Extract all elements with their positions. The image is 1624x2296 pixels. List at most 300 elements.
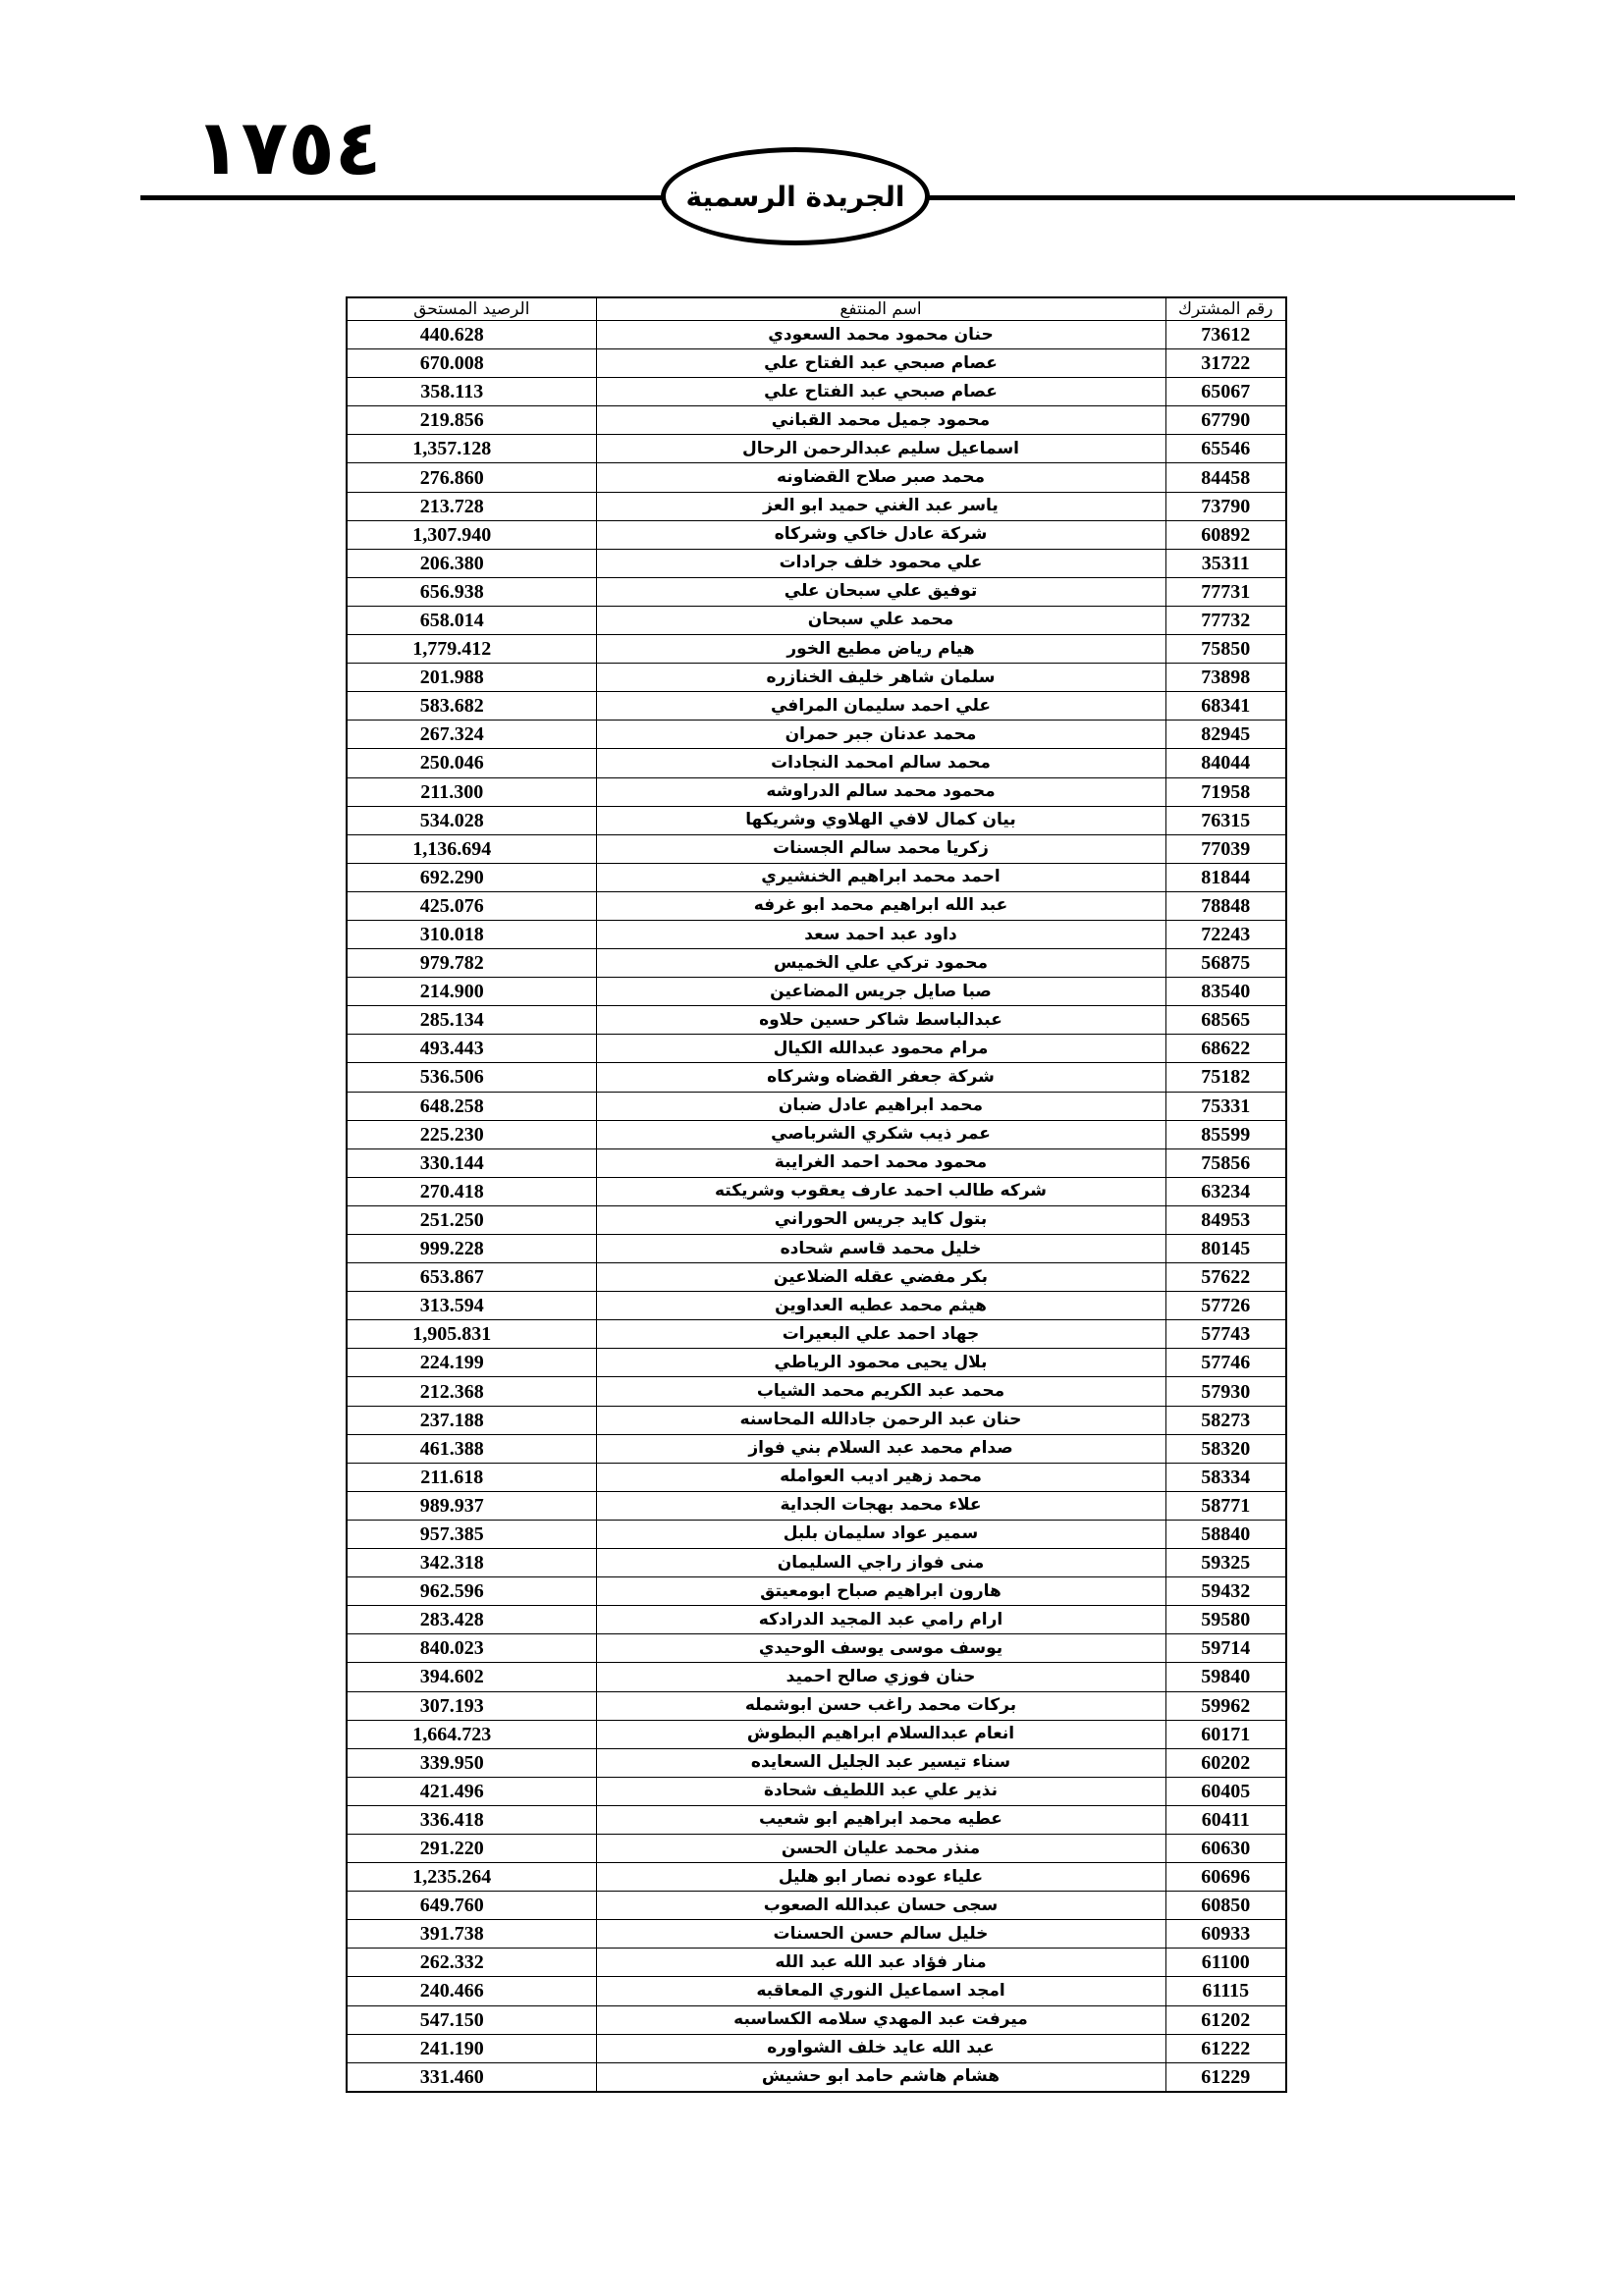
balance-value: 285.134	[419, 1009, 484, 1032]
subscriber-id-cell: 58334	[1165, 1463, 1286, 1491]
table-row	[347, 863, 1286, 891]
beneficiary-name-cell: امجد اسماعيل النوري المعاقبه	[596, 1977, 1165, 2005]
column-header-balance: الرصيد المستحق	[347, 297, 596, 321]
balance-value: 962.596	[419, 1580, 484, 1603]
table-row	[347, 834, 1286, 863]
balance-value: 1,235.264	[412, 1866, 492, 1889]
balance-value: 251.250	[419, 1208, 484, 1231]
table-row	[347, 1720, 1286, 1748]
subscriber-id-cell: 58840	[1165, 1520, 1286, 1548]
balance-cell	[347, 1263, 596, 1292]
table-row	[347, 1606, 1286, 1634]
balance-value: 421.496	[419, 1780, 484, 1802]
subscriber-id-cell: 61202	[1165, 2005, 1286, 2034]
balance-cell	[347, 635, 596, 664]
balance-value: 1,136.694	[412, 837, 492, 860]
balance-cell	[347, 1205, 596, 1234]
table-row	[347, 2005, 1286, 2034]
table-row	[347, 1035, 1286, 1063]
balance-value: 394.602	[419, 1666, 484, 1688]
beneficiary-name-cell: منذر محمد عليان الحسن	[596, 1834, 1165, 1862]
beneficiary-name-cell: علي محمود خلف جرادات	[596, 549, 1165, 577]
beneficiaries-table-container	[346, 296, 1285, 2093]
balance-value: 342.318	[419, 1552, 484, 1575]
subscriber-id-cell: 71958	[1165, 777, 1286, 806]
balance-value: 649.760	[419, 1895, 484, 1917]
subscriber-id-cell: 72243	[1165, 920, 1286, 948]
subscriber-id-cell: 60171	[1165, 1720, 1286, 1748]
subscriber-id-cell: 57746	[1165, 1349, 1286, 1377]
page-number: ١٧٥٤	[194, 104, 382, 192]
table-row	[347, 1634, 1286, 1663]
beneficiary-name-cell: ارام رامي عبد المجيد الدرادكه	[596, 1606, 1165, 1634]
table-row	[347, 749, 1286, 777]
balance-value: 656.938	[419, 580, 484, 603]
balance-cell	[347, 577, 596, 606]
balance-cell	[347, 406, 596, 435]
beneficiary-name-cell: بكر مفضي عقله الضلاعين	[596, 1263, 1165, 1292]
balance-value: 211.618	[420, 1466, 484, 1488]
subscriber-id-cell: 60892	[1165, 520, 1286, 549]
beneficiary-name-cell: اسماعيل سليم عبدالرحمن الرحال	[596, 435, 1165, 463]
balance-cell	[347, 1805, 596, 1834]
column-header-name: اسم المنتفع	[596, 297, 1165, 321]
subscriber-id-cell: 59840	[1165, 1663, 1286, 1691]
beneficiary-name-cell: يوسف موسى يوسف الوحيدي	[596, 1634, 1165, 1663]
balance-cell	[347, 1720, 596, 1748]
balance-value: 331.460	[419, 2065, 484, 2088]
table-row	[347, 577, 1286, 606]
subscriber-id-cell: 58320	[1165, 1434, 1286, 1463]
beneficiary-name-cell: محمد علي سبحان	[596, 606, 1165, 634]
balance-cell	[347, 949, 596, 978]
balance-cell	[347, 435, 596, 463]
balance-value: 1,905.831	[412, 1323, 492, 1346]
beneficiary-name-cell: بلال يحيى محمود الرياطي	[596, 1349, 1165, 1377]
subscriber-id-cell: 68341	[1165, 692, 1286, 721]
table-row	[347, 1520, 1286, 1548]
balance-value: 211.300	[420, 780, 484, 803]
table-row	[347, 406, 1286, 435]
balance-cell	[347, 1834, 596, 1862]
balance-cell	[347, 606, 596, 634]
subscriber-id-cell: 75850	[1165, 635, 1286, 664]
balance-value: 840.023	[419, 1637, 484, 1660]
balance-cell	[347, 834, 596, 863]
table-row	[347, 1263, 1286, 1292]
subscriber-id-cell: 65546	[1165, 435, 1286, 463]
table-row	[347, 492, 1286, 520]
table-row	[347, 435, 1286, 463]
beneficiary-name-cell: نذير علي عبد اللطيف شحادة	[596, 1777, 1165, 1805]
balance-cell	[347, 1920, 596, 1949]
beneficiary-name-cell: محمود جميل محمد القباني	[596, 406, 1165, 435]
table-row	[347, 1235, 1286, 1263]
balance-cell	[347, 1491, 596, 1520]
subscriber-id-cell: 63234	[1165, 1177, 1286, 1205]
table-row	[347, 2034, 1286, 2062]
balance-value: 250.046	[419, 752, 484, 774]
balance-value: 547.150	[419, 2008, 484, 2031]
balance-value: 670.008	[419, 352, 484, 375]
table-row	[347, 1434, 1286, 1463]
balance-value: 692.290	[419, 866, 484, 888]
balance-value: 358.113	[420, 381, 484, 403]
balance-value: 330.144	[419, 1151, 484, 1174]
balance-value: 270.418	[419, 1180, 484, 1202]
subscriber-id-cell: 31722	[1165, 349, 1286, 378]
balance-cell	[347, 1434, 596, 1463]
balance-cell	[347, 1406, 596, 1434]
beneficiary-name-cell: محمد عبد الكريم محمد الشياب	[596, 1377, 1165, 1406]
subscriber-id-cell: 61222	[1165, 2034, 1286, 2062]
beneficiary-name-cell: بتول كايد جريس الحوراني	[596, 1205, 1165, 1234]
beneficiary-name-cell: حنان عبد الرحمن جادالله المحاسنه	[596, 1406, 1165, 1434]
balance-cell	[347, 664, 596, 692]
table-row	[347, 978, 1286, 1006]
balance-cell	[347, 1235, 596, 1263]
balance-value: 241.190	[419, 2037, 484, 2059]
table-row	[347, 378, 1286, 406]
beneficiary-name-cell: عبد الله عايد خلف الشواوره	[596, 2034, 1165, 2062]
beneficiary-name-cell: محمود محمد احمد الغرايبة	[596, 1148, 1165, 1177]
balance-value: 999.228	[419, 1238, 484, 1260]
subscriber-id-cell: 75331	[1165, 1092, 1286, 1120]
table-row	[347, 721, 1286, 749]
balance-cell	[347, 378, 596, 406]
balance-cell	[347, 1748, 596, 1777]
balance-value: 440.628	[419, 324, 484, 347]
balance-cell	[347, 1292, 596, 1320]
balance-cell	[347, 2005, 596, 2034]
table-row	[347, 1549, 1286, 1577]
table-row	[347, 777, 1286, 806]
balance-cell	[347, 863, 596, 891]
beneficiary-name-cell: انعام عبدالسلام ابراهيم البطوش	[596, 1720, 1165, 1748]
balance-value: 583.682	[419, 695, 484, 718]
balance-cell	[347, 1977, 596, 2005]
balance-value: 276.860	[419, 466, 484, 489]
table-row	[347, 1949, 1286, 1977]
balance-cell	[347, 1035, 596, 1063]
balance-value: 648.258	[419, 1095, 484, 1117]
beneficiary-name-cell: محمد سالم امحمد النجادات	[596, 749, 1165, 777]
subscriber-id-cell: 57930	[1165, 1377, 1286, 1406]
table-row	[347, 1320, 1286, 1349]
table-row	[347, 1834, 1286, 1862]
subscriber-id-cell: 59714	[1165, 1634, 1286, 1663]
subscriber-id-cell: 81844	[1165, 863, 1286, 891]
balance-cell	[347, 1863, 596, 1892]
balance-cell	[347, 1120, 596, 1148]
balance-cell	[347, 1177, 596, 1205]
beneficiary-name-cell: محمد صبر صلاح القضاونه	[596, 463, 1165, 492]
beneficiary-name-cell: عصام صبحي عبد الفتاح علي	[596, 378, 1165, 406]
balance-value: 425.076	[419, 894, 484, 917]
table-row	[347, 806, 1286, 834]
table-row	[347, 1863, 1286, 1892]
balance-cell	[347, 520, 596, 549]
balance-value: 979.782	[419, 952, 484, 975]
table-row	[347, 664, 1286, 692]
balance-value: 214.900	[419, 981, 484, 1003]
balance-value: 201.988	[419, 667, 484, 689]
beneficiary-name-cell: جهاد احمد علي البعيرات	[596, 1320, 1165, 1349]
subscriber-id-cell: 84953	[1165, 1205, 1286, 1234]
table-row	[347, 1292, 1286, 1320]
column-header-subscriber-id: رقم المشترك	[1165, 297, 1286, 321]
subscriber-id-cell: 60630	[1165, 1834, 1286, 1862]
balance-cell	[347, 1377, 596, 1406]
table-row	[347, 891, 1286, 920]
subscriber-id-cell: 75182	[1165, 1063, 1286, 1092]
subscriber-id-cell: 57743	[1165, 1320, 1286, 1349]
subscriber-id-cell: 59580	[1165, 1606, 1286, 1634]
beneficiary-name-cell: عبدالباسط شاكر حسين حلاوه	[596, 1006, 1165, 1035]
balance-value: 461.388	[419, 1437, 484, 1460]
balance-cell	[347, 1949, 596, 1977]
beneficiary-name-cell: هشام هاشم حامد ابو حشيش	[596, 2062, 1165, 2092]
balance-value: 1,357.128	[412, 438, 492, 460]
beneficiary-name-cell: خليل سالم حسن الحسنات	[596, 1920, 1165, 1949]
subscriber-id-cell: 73898	[1165, 664, 1286, 692]
table-row	[347, 1491, 1286, 1520]
table-row	[347, 635, 1286, 664]
balance-value: 267.324	[419, 723, 484, 746]
beneficiary-name-cell: محمد ابراهيم عادل ضبان	[596, 1092, 1165, 1120]
beneficiary-name-cell: شركة جعفر القضاه وشركاه	[596, 1063, 1165, 1092]
beneficiary-name-cell: عصام صبحي عبد الفتاح علي	[596, 349, 1165, 378]
subscriber-id-cell: 60933	[1165, 1920, 1286, 1949]
balance-value: 307.193	[419, 1694, 484, 1717]
subscriber-id-cell: 83540	[1165, 978, 1286, 1006]
balance-value: 313.594	[419, 1295, 484, 1317]
beneficiaries-table	[346, 296, 1287, 2093]
beneficiary-name-cell: مرام محمود عبدالله الكيال	[596, 1035, 1165, 1063]
table-row	[347, 949, 1286, 978]
subscriber-id-cell: 76315	[1165, 806, 1286, 834]
balance-cell	[347, 1092, 596, 1120]
beneficiary-name-cell: شركة عادل خاكي وشركاه	[596, 520, 1165, 549]
table-row	[347, 1349, 1286, 1377]
balance-value: 534.028	[419, 809, 484, 831]
balance-value: 237.188	[419, 1409, 484, 1431]
balance-value: 989.937	[419, 1494, 484, 1517]
subscriber-id-cell: 60411	[1165, 1805, 1286, 1834]
subscriber-id-cell: 61229	[1165, 2062, 1286, 2092]
table-row	[347, 920, 1286, 948]
gazette-title: الجريدة الرسمية	[685, 180, 905, 213]
balance-cell	[347, 349, 596, 378]
beneficiary-name-cell: صبا صايل جريس المضاعين	[596, 978, 1165, 1006]
balance-cell	[347, 1634, 596, 1663]
beneficiary-name-cell: محمود محمد سالم الدراوشه	[596, 777, 1165, 806]
table-row	[347, 321, 1286, 349]
balance-cell	[347, 721, 596, 749]
balance-cell	[347, 1349, 596, 1377]
beneficiary-name-cell: عبد الله ابراهيم محمد ابو غرفه	[596, 891, 1165, 920]
table-row	[347, 1777, 1286, 1805]
subscriber-id-cell: 77039	[1165, 834, 1286, 863]
balance-cell	[347, 2062, 596, 2092]
subscriber-id-cell: 80145	[1165, 1235, 1286, 1263]
balance-cell	[347, 1320, 596, 1349]
balance-value: 1,307.940	[412, 523, 492, 546]
beneficiary-name-cell: علاء محمد بهجات الجداية	[596, 1491, 1165, 1520]
subscriber-id-cell: 60850	[1165, 1892, 1286, 1920]
subscriber-id-cell: 73790	[1165, 492, 1286, 520]
table-row	[347, 1406, 1286, 1434]
balance-cell	[347, 1549, 596, 1577]
table-row	[347, 520, 1286, 549]
subscriber-id-cell: 60696	[1165, 1863, 1286, 1892]
subscriber-id-cell: 75856	[1165, 1148, 1286, 1177]
balance-cell	[347, 1606, 596, 1634]
subscriber-id-cell: 67790	[1165, 406, 1286, 435]
table-row	[347, 1805, 1286, 1834]
table-row	[347, 606, 1286, 634]
table-row	[347, 1148, 1286, 1177]
balance-cell	[347, 1520, 596, 1548]
beneficiary-name-cell: احمد محمد ابراهيم الخنشيري	[596, 863, 1165, 891]
balance-value: 336.418	[419, 1808, 484, 1831]
beneficiary-name-cell: بركات محمد راغب حسن ابوشمله	[596, 1691, 1165, 1720]
subscriber-id-cell: 56875	[1165, 949, 1286, 978]
subscriber-id-cell: 85599	[1165, 1120, 1286, 1148]
table-row	[347, 349, 1286, 378]
subscriber-id-cell: 84458	[1165, 463, 1286, 492]
beneficiary-name-cell: حنان فوزي صالح احميد	[596, 1663, 1165, 1691]
balance-cell	[347, 321, 596, 349]
balance-value: 219.856	[419, 409, 484, 432]
subscriber-id-cell: 82945	[1165, 721, 1286, 749]
balance-cell	[347, 1463, 596, 1491]
balance-value: 291.220	[419, 1838, 484, 1860]
subscriber-id-cell: 60202	[1165, 1748, 1286, 1777]
table-row	[347, 549, 1286, 577]
balance-cell	[347, 1063, 596, 1092]
subscriber-id-cell: 57726	[1165, 1292, 1286, 1320]
beneficiary-name-cell: سجى حسان عبدالله الصعوب	[596, 1892, 1165, 1920]
balance-cell	[347, 749, 596, 777]
beneficiary-name-cell: سناء تيسير عبد الجليل السعايده	[596, 1748, 1165, 1777]
beneficiary-name-cell: علياء عوده نصار ابو هليل	[596, 1863, 1165, 1892]
beneficiary-name-cell: صدام محمد عبد السلام بني فواز	[596, 1434, 1165, 1463]
beneficiary-name-cell: خليل محمد قاسم شحاده	[596, 1235, 1165, 1263]
subscriber-id-cell: 65067	[1165, 378, 1286, 406]
balance-cell	[347, 806, 596, 834]
balance-value: 240.466	[419, 1980, 484, 2002]
balance-cell	[347, 1577, 596, 1606]
beneficiary-name-cell: توفيق علي سبحان علي	[596, 577, 1165, 606]
subscriber-id-cell: 68565	[1165, 1006, 1286, 1035]
subscriber-id-cell: 84044	[1165, 749, 1286, 777]
balance-value: 213.728	[419, 495, 484, 517]
balance-cell	[347, 2034, 596, 2062]
balance-cell	[347, 1006, 596, 1035]
beneficiary-name-cell: عمر ذيب شكري الشرباصي	[596, 1120, 1165, 1148]
table-row	[347, 2062, 1286, 2092]
balance-cell	[347, 920, 596, 948]
balance-cell	[347, 463, 596, 492]
beneficiary-name-cell: منار فؤاد عبد الله عبد الله	[596, 1949, 1165, 1977]
subscriber-id-cell: 68622	[1165, 1035, 1286, 1063]
table-row	[347, 1691, 1286, 1720]
balance-value: 653.867	[419, 1266, 484, 1289]
balance-value: 212.368	[419, 1380, 484, 1403]
balance-cell	[347, 1777, 596, 1805]
subscriber-id-cell: 58771	[1165, 1491, 1286, 1520]
subscriber-id-cell: 59962	[1165, 1691, 1286, 1720]
table-row	[347, 1205, 1286, 1234]
balance-value: 493.443	[419, 1038, 484, 1060]
balance-value: 339.950	[419, 1751, 484, 1774]
beneficiary-name-cell: حنان محمود محمد السعودي	[596, 321, 1165, 349]
balance-cell	[347, 1148, 596, 1177]
balance-value: 536.506	[419, 1066, 484, 1089]
subscriber-id-cell: 59432	[1165, 1577, 1286, 1606]
balance-value: 283.428	[419, 1609, 484, 1631]
beneficiary-name-cell: هيثم محمد عطيه العداوين	[596, 1292, 1165, 1320]
subscriber-id-cell: 59325	[1165, 1549, 1286, 1577]
subscriber-id-cell: 35311	[1165, 549, 1286, 577]
subscriber-id-cell: 60405	[1165, 1777, 1286, 1805]
table-row	[347, 1892, 1286, 1920]
balance-cell	[347, 1691, 596, 1720]
table-row	[347, 1092, 1286, 1120]
table-row	[347, 1577, 1286, 1606]
balance-cell	[347, 777, 596, 806]
beneficiary-name-cell: شركه طالب احمد عارف يعقوب وشريكته	[596, 1177, 1165, 1205]
balance-value: 225.230	[419, 1123, 484, 1146]
beneficiary-name-cell: عطيه محمد ابراهيم ابو شعيب	[596, 1805, 1165, 1834]
table-row	[347, 1977, 1286, 2005]
balance-value: 391.738	[419, 1923, 484, 1946]
balance-value: 1,664.723	[412, 1723, 492, 1745]
table-header-row	[347, 297, 1286, 321]
beneficiary-name-cell: محمد زهير اديب العوامله	[596, 1463, 1165, 1491]
balance-cell	[347, 978, 596, 1006]
balance-value: 262.332	[419, 1951, 484, 1974]
subscriber-id-cell: 61115	[1165, 1977, 1286, 2005]
balance-cell	[347, 549, 596, 577]
subscriber-id-cell: 78848	[1165, 891, 1286, 920]
table-row	[347, 1377, 1286, 1406]
subscriber-id-cell: 77731	[1165, 577, 1286, 606]
table-row	[347, 1663, 1286, 1691]
beneficiary-name-cell: هيام رياض مطيع الخور	[596, 635, 1165, 664]
balance-cell	[347, 1663, 596, 1691]
balance-value: 1,779.412	[412, 638, 492, 661]
subscriber-id-cell: 58273	[1165, 1406, 1286, 1434]
balance-value: 310.018	[419, 924, 484, 946]
balance-value: 957.385	[419, 1522, 484, 1545]
beneficiary-name-cell: بيان كمال لافي الهلاوي وشريكها	[596, 806, 1165, 834]
table-row	[347, 1006, 1286, 1035]
beneficiary-name-cell: ياسر عبد الغني حميد ابو العز	[596, 492, 1165, 520]
beneficiary-name-cell: علي احمد سليمان المرافي	[596, 692, 1165, 721]
balance-value: 206.380	[419, 552, 484, 574]
beneficiary-name-cell: هارون ابراهيم صباح ابومعيتق	[596, 1577, 1165, 1606]
table-row	[347, 1920, 1286, 1949]
subscriber-id-cell: 57622	[1165, 1263, 1286, 1292]
beneficiary-name-cell: سمير عواد سليمان بلبل	[596, 1520, 1165, 1548]
beneficiary-name-cell: داود عبد احمد سعد	[596, 920, 1165, 948]
table-row	[347, 692, 1286, 721]
table-row	[347, 1748, 1286, 1777]
table-body	[347, 321, 1286, 2092]
beneficiary-name-cell: سلمان شاهر خليف الخنازره	[596, 664, 1165, 692]
